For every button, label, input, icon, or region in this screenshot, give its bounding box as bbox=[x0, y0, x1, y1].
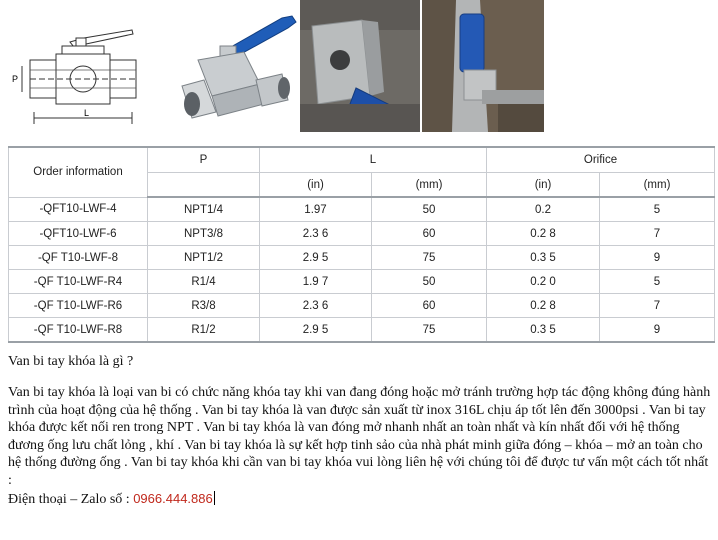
cell-l-in: 1.97 bbox=[260, 197, 372, 222]
header-l-mm: (mm) bbox=[372, 173, 487, 198]
table-row bbox=[9, 222, 715, 246]
diagram-label-p: P bbox=[12, 74, 19, 84]
cell-orifice-mm: 5 bbox=[600, 197, 715, 222]
cell-orifice-mm: 9 bbox=[600, 318, 715, 343]
cell-p: NPT1/4 bbox=[148, 197, 260, 222]
header-orifice-in: (in) bbox=[487, 173, 600, 198]
cell-p: R3/8 bbox=[148, 294, 260, 318]
table-row bbox=[9, 246, 715, 270]
table-row bbox=[9, 197, 715, 222]
cell-orifice-in: 0.3 5 bbox=[487, 318, 600, 343]
cell-orifice-mm: 9 bbox=[600, 246, 715, 270]
cell-order: -QF T10-LWF-R4 bbox=[9, 270, 148, 294]
contact-line[interactable] bbox=[8, 490, 712, 509]
cell-p: R1/4 bbox=[148, 270, 260, 294]
header-orifice: Orifice bbox=[487, 147, 715, 173]
cell-l-in: 1.9 7 bbox=[260, 270, 372, 294]
text-cursor bbox=[214, 491, 215, 505]
order-info-table bbox=[8, 146, 715, 343]
cell-l-mm: 60 bbox=[372, 222, 487, 246]
cell-l-mm: 60 bbox=[372, 294, 487, 318]
table-row bbox=[9, 318, 715, 343]
cell-order: -QF T10-LWF-R6 bbox=[9, 294, 148, 318]
cell-order: -QF T10-LWF-8 bbox=[9, 246, 148, 270]
valve-technical-drawing bbox=[0, 0, 160, 132]
cell-l-mm: 50 bbox=[372, 197, 487, 222]
cell-l-in: 2.3 6 bbox=[260, 222, 372, 246]
cell-l-in: 2.3 6 bbox=[260, 294, 372, 318]
cell-orifice-in: 0.3 5 bbox=[487, 246, 600, 270]
valve-product-image bbox=[164, 0, 300, 132]
valve-photo-side bbox=[300, 0, 420, 132]
cell-orifice-mm: 5 bbox=[600, 270, 715, 294]
cell-l-mm: 75 bbox=[372, 318, 487, 343]
phone-number: 0966.444.886 bbox=[133, 491, 213, 506]
header-l-in: (in) bbox=[260, 173, 372, 198]
cell-orifice-in: 0.2 bbox=[487, 197, 600, 222]
cell-order: -QFT10-LWF-6 bbox=[9, 222, 148, 246]
cell-l-in: 2.9 5 bbox=[260, 246, 372, 270]
cell-orifice-in: 0.2 8 bbox=[487, 294, 600, 318]
cell-order: -QFT10-LWF-4 bbox=[9, 197, 148, 222]
cell-orifice-mm: 7 bbox=[600, 222, 715, 246]
valve-photo-front bbox=[422, 0, 544, 132]
cell-l-in: 2.9 5 bbox=[260, 318, 372, 343]
description-paragraph: Van bi tay khóa là loại van bi có chức năng khóa tay khi van đang đóng hoặc mở tránh trường hợp tác động không đúng hành trình của hoạt động của hệ thống . Van bi tay khóa là van được sản xuất từ inox 316L chịu áp tốt lên đến 3000psi . Van bi tay khóa được kết nối ren trong NPT . Van bi tay khóa là van đóng mở nhanh nhất an toàn nhất và kín nhất đối với hệ thống đương ống lưu chất lỏng , khí . Van bi tay khóa là sự kết hợp tinh sảo của nhà phát minh giữa đóng – khóa – mở an toàn cho hệ thống đường ống . Van bi tay khóa khi cần van bi tay khóa vui lòng liên hệ với chúng tôi để được tư vấn một cách tốt nhất : bbox=[8, 385, 711, 488]
header-l: L bbox=[260, 147, 487, 173]
cell-l-mm: 75 bbox=[372, 246, 487, 270]
cell-p: R1/2 bbox=[148, 318, 260, 343]
header-p-blank bbox=[148, 173, 260, 198]
diagram-label-l: L bbox=[84, 108, 90, 118]
question-heading: Van bi tay khóa là gì ? bbox=[8, 354, 134, 369]
cell-orifice-mm: 7 bbox=[600, 294, 715, 318]
table-row bbox=[9, 294, 715, 318]
contact-label: Điện thoại – Zalo số : bbox=[8, 492, 134, 507]
cell-orifice-in: 0.2 8 bbox=[487, 222, 600, 246]
table-row bbox=[9, 270, 715, 294]
header-order-information: Order information bbox=[9, 147, 148, 197]
cell-l-mm: 50 bbox=[372, 270, 487, 294]
cell-p: NPT1/2 bbox=[148, 246, 260, 270]
header-orifice-mm: (mm) bbox=[600, 173, 715, 198]
cell-orifice-in: 0.2 0 bbox=[487, 270, 600, 294]
header-p: P bbox=[148, 147, 260, 173]
cell-p: NPT3/8 bbox=[148, 222, 260, 246]
cell-order: -QF T10-LWF-R8 bbox=[9, 318, 148, 343]
